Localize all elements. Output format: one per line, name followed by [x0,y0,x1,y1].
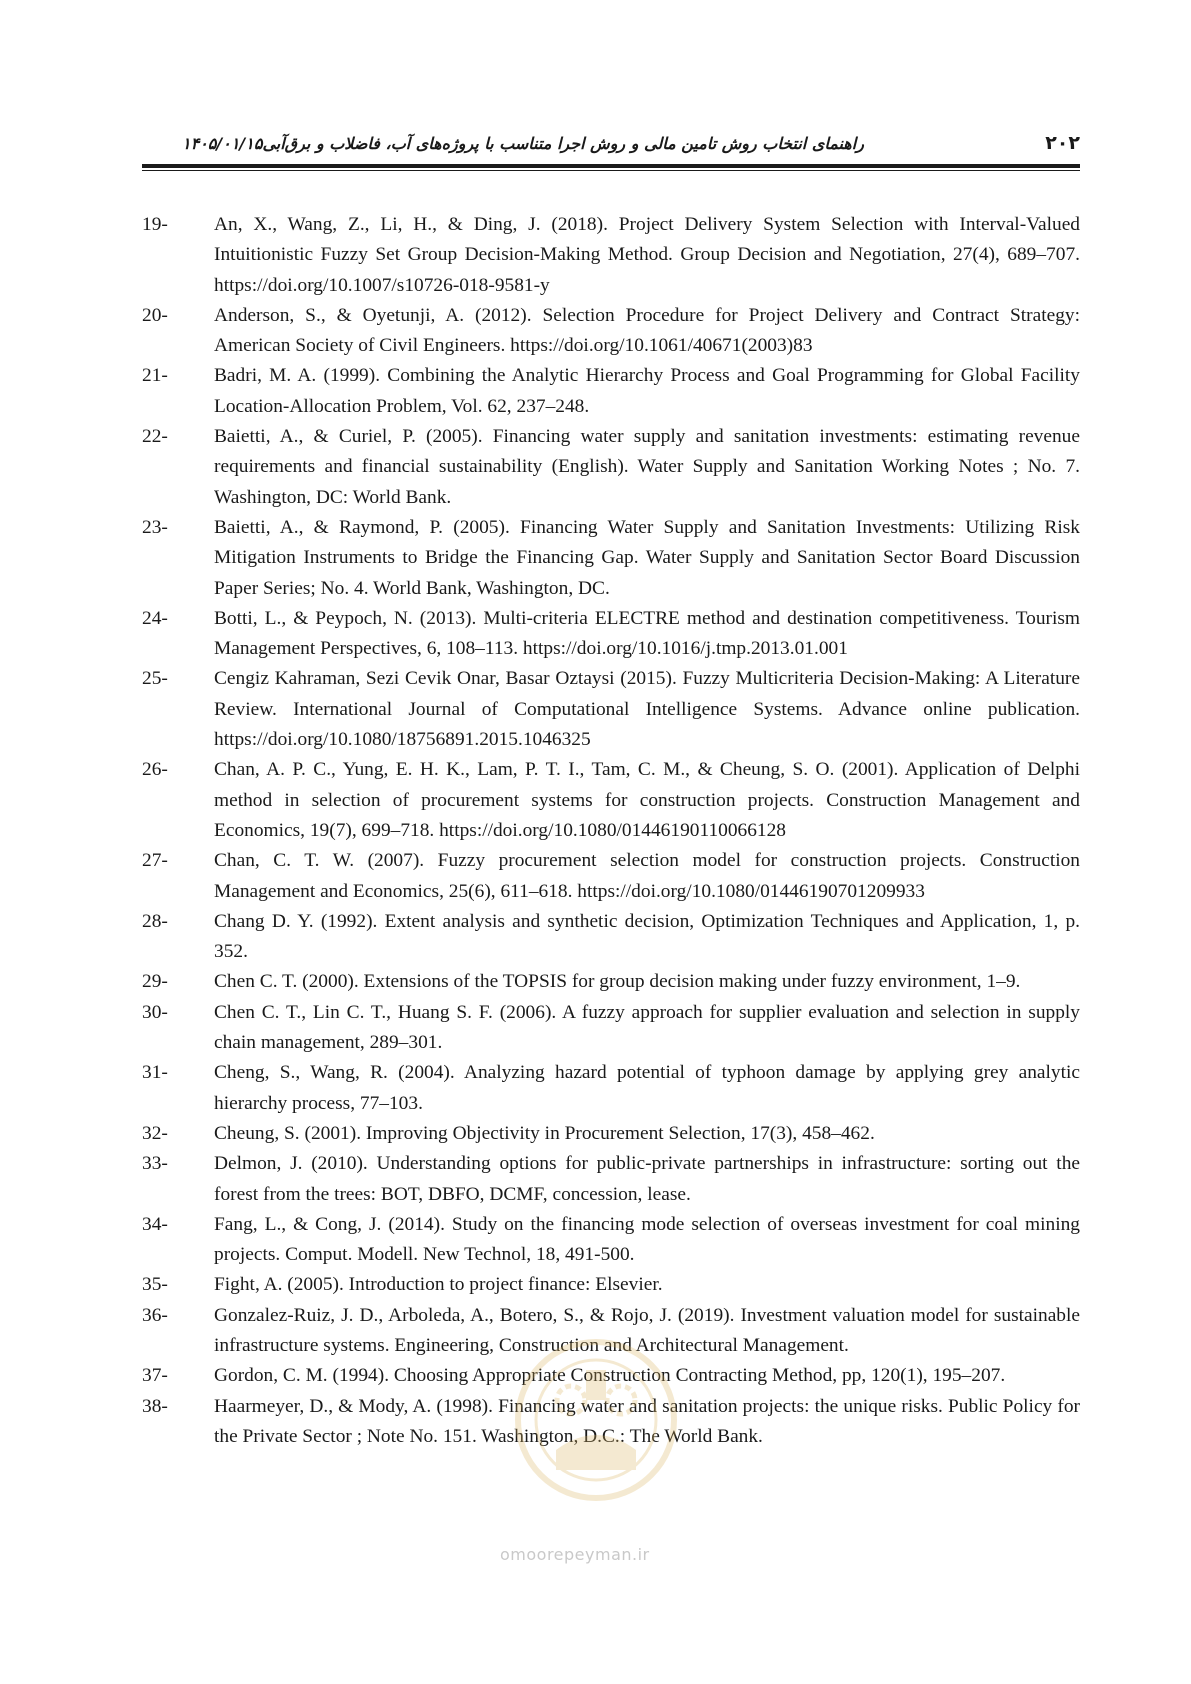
reference-number: 30- [142,1001,168,1023]
reference-item [142,664,1080,755]
reference-text: Baietti, A., & Raymond, P. (2005). Financing Water Supply and Sanitation Investments: Utilizing Risk Mitigation Instruments to Bridge the Financing Gap. Water Supply and Sanitation Sector Board Discussion Paper Series; No. 4. World Bank, Washington, DC. [214,516,1080,599]
reference-number: 29- [142,971,168,993]
reference-item [142,998,1080,1059]
watermark-site: omoorepeyman.ir [500,1545,650,1564]
reference-item [142,1058,1080,1119]
header-rule-thick [142,164,1080,168]
reference-text: Gordon, C. M. (1994). Choosing Appropriate Construction Contracting Method, pp, 120(1), 195–207. [214,1365,1006,1387]
reference-item [142,755,1080,846]
reference-text: Botti, L., & Peypoch, N. (2013). Multi-criteria ELECTRE method and destination competitiveness. Tourism Management Perspectives, 6, 108–113. https://doi.org/10.1016/j.tmp.2013.01.001 [214,607,1080,660]
reference-number: 33- [142,1153,168,1175]
reference-text: An, X., Wang, Z., Li, H., & Ding, J. (2018). Project Delivery System Selection with Interval-Valued Intuitionistic Fuzzy Set Group Decision-Making Method. Group Decision and Negotiation, 27(4), 689–707. https://doi.org/10.1007/s10726-018-9581-y [214,214,1080,296]
reference-text: Cheung, S. (2001). Improving Objectivity in Procurement Selection, 17(3), 458–462. [214,1122,875,1144]
reference-item [142,361,1080,422]
header-date: ۱۴۰۵/۰۱/۱۵ [182,134,263,153]
reference-item [142,210,1080,301]
header-rule-thin [142,170,1080,171]
reference-text: Chang D. Y. (1992). Extent analysis and synthetic decision, Optimization Techniques and Application, 1, p. 352. [214,910,1080,963]
reference-number: 20- [142,304,168,326]
reference-item [142,1270,1080,1300]
seal-logo-icon [476,1330,716,1520]
reference-list [142,210,1080,1452]
running-title [142,134,864,153]
reference-text: Cengiz Kahraman, Sezi Cevik Onar, Basar Oztaysi (2015). Fuzzy Multicriteria Decision-Making: A Literature Review. International Journal of Computational Intelligence Systems. Advance online publication. https://doi.org/10.1080/18756891.2015.1046325 [214,668,1080,751]
reference-text: Fight, A. (2005). Introduction to project finance: Elsevier. [214,1274,663,1296]
reference-number: 25- [142,668,168,690]
reference-number: 38- [142,1395,168,1417]
reference-number: 37- [142,1365,168,1387]
reference-number: 19- [142,214,168,235]
page-header [142,126,1080,162]
reference-item [142,967,1080,997]
reference-text: Chan, A. P. C., Yung, E. H. K., Lam, P. T. I., Tam, C. M., & Cheung, S. O. (2001). Application of Delphi method in selection of procurement systems for construction projects. Construction Management and Economics, 19(7), 699–718. https://doi.org/10.1080/01446190110066128 [214,759,1080,841]
reference-item [142,1119,1080,1149]
reference-text: Anderson, S., & Oyetunji, A. (2012). Selection Procedure for Project Delivery and Contract Strategy: American Society of Civil Engineers. https://doi.org/10.1061/40671(2003)83 [214,304,1080,357]
reference-item [142,301,1080,362]
reference-text: Baietti, A., & Curiel, P. (2005). Financing water supply and sanitation investments: estimating revenue requirements and financial sustainability (English). Water Supply and Sanitation Working Notes ; No. 7. Washington, DC: World Bank. [214,426,1080,508]
reference-number: 32- [142,1122,168,1144]
reference-number: 34- [142,1213,168,1235]
reference-item [142,513,1080,604]
running-title-text: راهنمای انتخاب روش تامین مالی و روش اجرا متناسب با پروژه‌های آب، فاضلاب و برق‌آبی [262,134,864,153]
reference-text: Badri, M. A. (1999). Combining the Analytic Hierarchy Process and Goal Programming for Global Facility Location-Allocation Problem, Vol. 62, 237–248. [214,365,1080,417]
reference-text: Cheng, S., Wang, R. (2004). Analyzing hazard potential of typhoon damage by applying grey analytic hierarchy process, 77–103. [214,1062,1080,1114]
reference-number: 35- [142,1274,168,1296]
reference-text: Chen C. T., Lin C. T., Huang S. F. (2006). A fuzzy approach for supplier evaluation and selection in supply chain management, 289–301. [214,1001,1080,1054]
reference-number: 26- [142,759,168,781]
page-number: ۲۰۲ [1045,132,1080,154]
reference-number: 24- [142,607,168,629]
reference-text: Gonzalez-Ruiz, J. D., Arboleda, A., Botero, S., & Rojo, J. (2019). Investment valuation model for sustainable infrastructure systems. Engineering, Construction and Architectural Management. [214,1304,1080,1356]
reference-text: Haarmeyer, D., & Mody, A. (1998). Financing water and sanitation projects: the unique risks. Public Policy for the Private Sector ; Note No. 151. Washington, D.C.: The World Bank. [214,1395,1080,1447]
reference-number: 27- [142,850,168,872]
reference-number: 31- [142,1062,168,1084]
reference-item [142,1210,1080,1271]
reference-item [142,846,1080,907]
reference-item [142,1149,1080,1210]
reference-number: 22- [142,426,168,448]
reference-number: 21- [142,365,168,387]
reference-text: Chan, C. T. W. (2007). Fuzzy procurement selection model for construction projects. Construction Management and Economics, 25(6), 611–618. https://doi.org/10.1080/01446190701209933 [214,850,1080,902]
reference-number: 23- [142,516,168,538]
reference-number: 36- [142,1304,168,1326]
reference-item [142,422,1080,513]
reference-text: Delmon, J. (2010). Understanding options for public-private partnerships in infrastructure: sorting out the forest from the trees: BOT, DBFO, DCMF, concession, lease. [214,1153,1080,1205]
reference-text: Chen C. T. (2000). Extensions of the TOPSIS for group decision making under fuzzy environment, 1–9. [214,971,1021,993]
reference-item [142,907,1080,968]
reference-text: Fang, L., & Cong, J. (2014). Study on the financing mode selection of overseas investment for coal mining projects. Comput. Modell. New Technol, 18, 491-500. [214,1213,1080,1266]
reference-number: 28- [142,910,168,932]
reference-item [142,604,1080,665]
